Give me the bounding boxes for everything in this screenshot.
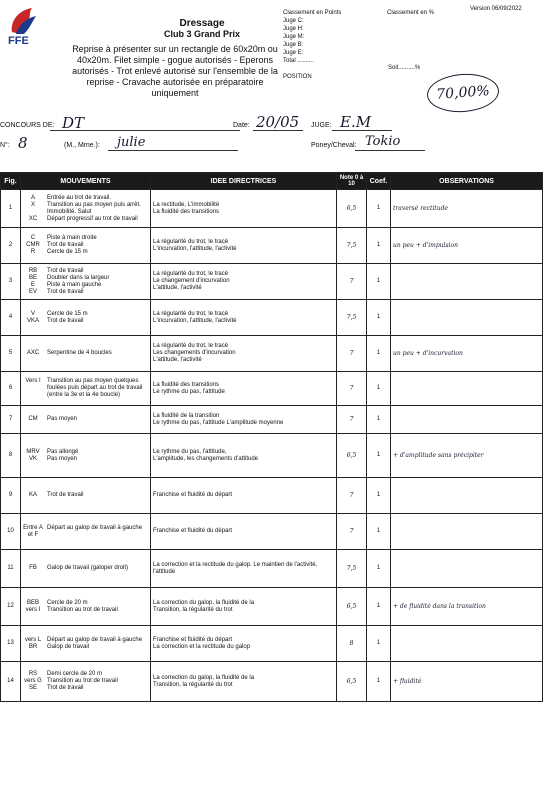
movement-letter: RS	[28, 671, 38, 677]
page-title: Dressage	[179, 18, 225, 29]
idea-directrice	[151, 434, 337, 478]
page-subtitle: Club 3 Grand Prix	[163, 29, 241, 39]
coefficient: 1	[367, 478, 391, 514]
note-input[interactable]: 7	[337, 336, 367, 372]
figure-number: 3	[1, 264, 21, 300]
header-idees: IDEE DIRECTRICES	[151, 173, 337, 190]
observation-field[interactable]: un peu + d'impulsion	[391, 228, 543, 264]
table-row	[1, 588, 543, 626]
movement-text: Cercle de 15 m	[47, 249, 88, 255]
total-label: Total ..........	[283, 58, 315, 64]
observation-field[interactable]	[391, 550, 543, 588]
idea-line: La régularité du trot, le tracé	[153, 271, 229, 277]
movement-text: Trot de travail	[47, 242, 84, 248]
table-row	[1, 478, 543, 514]
movement-text: Départ au galop de travail à gauche	[47, 524, 143, 531]
idea-line: Transition, la régularité du trot	[153, 606, 233, 613]
observation-field[interactable]: un peu + d'incurvation	[391, 336, 543, 372]
note-input[interactable]: 8	[337, 626, 367, 662]
movements-cell	[21, 300, 151, 336]
idea-line: La correction et la rectitude du galop. Le maintien de l'activité, l'attitude	[153, 561, 318, 575]
movement-line	[23, 378, 148, 399]
figure-number: 8	[1, 434, 21, 478]
idea-line: Le rythme du pas, l'attitude L'amplitude moyenne	[153, 419, 284, 426]
table-row	[1, 264, 543, 300]
movements-cell	[21, 626, 151, 662]
movement-text: Transition au trot de travail	[47, 606, 118, 613]
movement-letter: E	[30, 281, 35, 288]
idea-line: L'incurvation, l'attitude, l'activité	[153, 245, 237, 252]
movement-text: Pas moyen	[47, 455, 78, 462]
note-input[interactable]: 7	[337, 514, 367, 550]
movement-line	[23, 600, 148, 607]
movement-letter: Entre A et F	[23, 524, 43, 538]
movement-letter: SE	[28, 685, 37, 691]
movement-text: Départ progressif au trot de travail	[47, 215, 138, 222]
movements-cell	[21, 550, 151, 588]
movement-line	[23, 671, 148, 678]
coefficient: 1	[367, 372, 391, 406]
movement-line	[23, 282, 148, 289]
movement-line	[23, 416, 148, 423]
idea-line: La correction du galop, la fluidité de la	[153, 599, 255, 606]
movement-letter: BE	[28, 274, 37, 281]
figure-number: 11	[1, 550, 21, 588]
rider-value: julie	[117, 135, 146, 150]
scoring-table	[0, 172, 543, 702]
idea-directrice	[151, 336, 337, 372]
coefficient: 1	[367, 190, 391, 228]
movement-letter: vers G	[24, 678, 42, 684]
idea-line: La correction et la rectitude du galop	[153, 643, 251, 650]
observation-field[interactable]	[391, 264, 543, 300]
soit-label: Soit..........%	[388, 65, 421, 71]
movement-text: Piste à main gauche	[47, 281, 102, 288]
table-row	[1, 336, 543, 372]
movement-letter: AXC	[26, 350, 40, 356]
note-input[interactable]: 6,5	[337, 588, 367, 626]
horse-label: Poney/Cheval:	[311, 142, 357, 149]
movement-letter: vers L	[24, 636, 42, 643]
movement-text: Trot de travail	[47, 685, 84, 691]
idea-line: L'attitude, l'activité	[153, 357, 202, 363]
figure-number: 13	[1, 626, 21, 662]
observation-field[interactable]: + fluidité	[391, 662, 543, 702]
observation-field[interactable]	[391, 478, 543, 514]
movements-cell	[21, 372, 151, 406]
figure-number: 2	[1, 228, 21, 264]
version: Version 06/09/2022	[470, 6, 522, 12]
movement-letter: KA	[28, 492, 37, 498]
observation-field[interactable]	[391, 372, 543, 406]
idea-line: Transition, la régularité du trot	[153, 681, 233, 688]
concours-label: CONCOURS DE:	[0, 122, 55, 129]
header-mouvements: MOUVEMENTS	[21, 173, 151, 190]
idea-directrice	[151, 514, 337, 550]
table-row	[1, 228, 543, 264]
classement-pct: Classement en %	[387, 10, 435, 16]
movements-cell	[21, 662, 151, 702]
movement-text: Transition au pas moyen quelques foulées puis départ au trot de travail (entre la 3e et la 4e boucle)	[47, 378, 143, 398]
score-value: 70,00%	[435, 83, 491, 103]
judges-list	[283, 17, 314, 65]
note-input[interactable]: 7,5	[337, 228, 367, 264]
movement-text: Transition au pas moyen puis arrêt. Immobilité. Salut	[47, 201, 141, 215]
movement-line	[23, 565, 148, 572]
movement-line	[23, 275, 148, 282]
movement-text: Transition au trot de travail	[47, 678, 118, 684]
figure-number: 5	[1, 336, 21, 372]
idea-line: Franchise et fluidité du départ	[153, 636, 233, 643]
judge-c: Juge C:	[283, 18, 304, 24]
movement-letter: FB	[29, 565, 37, 571]
coefficient: 1	[367, 514, 391, 550]
idea-line: La fluidité des transitions	[153, 208, 220, 215]
table-row	[1, 300, 543, 336]
movement-letter: X	[30, 201, 35, 208]
movement-text: Galop de travail	[47, 643, 90, 650]
idea-line: Les changements d'incurvation	[153, 350, 236, 356]
movement-line	[23, 235, 148, 242]
movement-line	[23, 311, 148, 318]
note-input[interactable]: 7,5	[337, 300, 367, 336]
movement-letter: BR	[28, 643, 38, 650]
idea-line: La rectitude, L'immobilité	[153, 201, 220, 208]
note-input[interactable]: 7	[337, 264, 367, 300]
movement-letter: CMR	[26, 242, 40, 248]
movement-line	[23, 644, 148, 651]
idea-directrice	[151, 190, 337, 228]
movement-text: Galop de travail (galoper droit)	[47, 565, 129, 571]
movement-letter: EV	[28, 288, 37, 295]
movement-line	[23, 216, 148, 223]
idea-directrice	[151, 406, 337, 434]
movement-letter: R	[30, 249, 36, 255]
idea-line: La correction du galop, la fluidité de la	[153, 674, 255, 681]
idea-line: La fluidité de la transition	[153, 412, 220, 419]
date-value: 20/05	[256, 113, 300, 131]
idea-directrice	[151, 550, 337, 588]
observation-field[interactable]	[391, 626, 543, 662]
movement-line	[23, 289, 148, 296]
observation-field[interactable]: traversé rectitude	[391, 190, 543, 228]
movement-line	[23, 318, 148, 325]
idea-line: Franchise et fluidité du départ	[153, 492, 233, 498]
movement-line	[23, 202, 148, 216]
coefficient: 1	[367, 228, 391, 264]
coefficient: 1	[367, 588, 391, 626]
figure-number: 9	[1, 478, 21, 514]
movement-text: Départ au galop de travail à gauche	[47, 636, 143, 643]
figure-number: 6	[1, 372, 21, 406]
movements-cell	[21, 336, 151, 372]
reprise-description: Reprise à présenter sur un rectangle de 60x20m ou 40x20m. Filet simple - gogue autorisés - Eperons autorisés - Trot enlevé autorisé sur l'ensemble de la reprise - Cravache autorisée en préparatoire uniquement	[72, 44, 278, 98]
movement-text: Trot de travail	[47, 492, 84, 498]
observation-field[interactable]	[391, 514, 543, 550]
table-row	[1, 434, 543, 478]
movement-letter: RB	[28, 267, 38, 274]
figure-number: 7	[1, 406, 21, 434]
idea-directrice	[151, 264, 337, 300]
header-coef: Coef.	[367, 173, 391, 190]
concours-value: DT	[62, 114, 85, 132]
classement-points: Classement en Points	[283, 10, 342, 16]
movement-letter: CM	[28, 416, 38, 422]
movement-letter: C	[30, 235, 36, 241]
judge-e: Juge E:	[283, 50, 304, 56]
coefficient: 1	[367, 300, 391, 336]
num-label: N°:	[0, 142, 10, 149]
movement-text: Cercle de 15 m	[47, 310, 88, 317]
coefficient: 1	[367, 434, 391, 478]
movement-line	[23, 195, 148, 202]
movement-line	[23, 449, 148, 456]
table-row	[1, 626, 543, 662]
observation-field[interactable]	[391, 406, 543, 434]
judge-b: Juge B:	[283, 42, 304, 48]
movement-letter: MRV	[26, 448, 40, 455]
idea-line: La fluidité des transitions	[153, 381, 220, 388]
movement-line	[23, 678, 148, 685]
date-label: Date:	[233, 122, 250, 129]
observation-field[interactable]: + de fluidité dans la transition	[391, 588, 543, 626]
movement-line	[23, 249, 148, 256]
movement-text: Trot de travail	[47, 317, 84, 324]
movement-line	[23, 637, 148, 644]
idea-line: La régularité du trot, le tracé	[153, 343, 229, 349]
coefficient: 1	[367, 264, 391, 300]
figure-number: 14	[1, 662, 21, 702]
table-row	[1, 550, 543, 588]
note-input[interactable]: 7	[337, 406, 367, 434]
juge-label: JUGE:	[311, 122, 332, 129]
figure-number: 10	[1, 514, 21, 550]
coefficient: 1	[367, 336, 391, 372]
movement-line	[23, 350, 148, 357]
judge-m: Juge M:	[283, 34, 305, 40]
idea-directrice	[151, 662, 337, 702]
movements-cell	[21, 228, 151, 264]
note-input[interactable]: 7	[337, 372, 367, 406]
note-input[interactable]: 6,5	[337, 662, 367, 702]
movement-text: Demi cercle de 20 m	[47, 671, 103, 677]
note-input[interactable]: 7	[337, 478, 367, 514]
header-observations: OBSERVATIONS	[391, 173, 543, 190]
movement-text: Piste à main droite	[47, 235, 97, 241]
position-label: POSITION	[283, 74, 312, 80]
judge-h: Juge H:	[283, 26, 304, 32]
idea-line: Franchise et fluidité du départ	[153, 528, 233, 534]
juge-value: E.M	[340, 113, 372, 131]
figure-number: 12	[1, 588, 21, 626]
idea-line: Le changement d'incurvation	[153, 278, 230, 284]
header-note: Note 0 à 10	[337, 173, 367, 190]
movement-line	[23, 242, 148, 249]
movement-text: Trot de travail	[47, 288, 84, 295]
movements-cell	[21, 478, 151, 514]
movements-cell	[21, 514, 151, 550]
movement-text: Trot de travail	[47, 267, 84, 274]
movement-text: Serpentine de 4 boucles	[47, 350, 112, 356]
observation-field[interactable]	[391, 300, 543, 336]
movement-text: Pas moyen	[47, 416, 78, 422]
movements-cell	[21, 190, 151, 228]
note-input[interactable]: 6,5	[337, 434, 367, 478]
idea-line: La régularité du trot, le tracé	[153, 310, 229, 317]
idea-directrice	[151, 300, 337, 336]
movements-cell	[21, 588, 151, 626]
idea-line: L'attitude, l'activité	[153, 285, 202, 291]
movement-text: Pas allongé	[47, 448, 79, 455]
movement-letter: VKA	[26, 317, 39, 324]
idea-line: Le rythme du pas, l'attitude	[153, 388, 225, 395]
movement-line	[23, 492, 148, 499]
coefficient: 1	[367, 626, 391, 662]
horse-value: Tokio	[365, 134, 401, 149]
idea-directrice	[151, 626, 337, 662]
movement-text: Entrée au trot de travail.	[47, 194, 112, 201]
movement-text: Doubler dans la largeur	[47, 274, 110, 281]
rider-label: (M., Mme.):	[64, 142, 100, 149]
movement-letter: vers I	[25, 606, 41, 613]
note-input[interactable]: 7,5	[337, 550, 367, 588]
table-row	[1, 514, 543, 550]
movement-letter: V	[30, 310, 35, 317]
logo-text: FFE	[8, 35, 29, 47]
movement-letter: Vers I	[25, 378, 41, 384]
movement-letter: VK	[28, 455, 37, 462]
movements-cell	[21, 264, 151, 300]
movement-line	[23, 268, 148, 275]
coefficient: 1	[367, 406, 391, 434]
idea-directrice	[151, 588, 337, 626]
table-row	[1, 190, 543, 228]
header-fig: Fig.	[1, 173, 21, 190]
note-input[interactable]: 6,5	[337, 190, 367, 228]
figure-number: 1	[1, 190, 21, 228]
idea-directrice	[151, 478, 337, 514]
observation-field[interactable]: + d'amplitude sans précipiter	[391, 434, 543, 478]
coefficient: 1	[367, 550, 391, 588]
movement-text: Cercle de 20 m	[47, 599, 88, 606]
score-circle	[426, 72, 500, 115]
table-row	[1, 662, 543, 702]
idea-line: L'amplitude, les changements d'attitude	[153, 455, 259, 462]
idea-directrice	[151, 228, 337, 264]
movement-line	[23, 456, 148, 463]
coefficient: 1	[367, 662, 391, 702]
table-row	[1, 372, 543, 406]
idea-line: L'incurvation, l'attitude, l'activité	[153, 317, 237, 324]
movement-line	[23, 607, 148, 614]
movements-cell	[21, 434, 151, 478]
movement-letter: A	[30, 194, 35, 201]
movement-letter: XC	[28, 215, 38, 222]
idea-line: Le rythme du pas, l'attitude,	[153, 448, 227, 455]
table-header	[1, 173, 543, 190]
figure-number: 4	[1, 300, 21, 336]
movement-letter: BEB	[26, 599, 39, 606]
movement-line	[23, 525, 148, 539]
movement-line	[23, 685, 148, 692]
idea-line: La régularité du trot, le tracé	[153, 238, 229, 245]
num-value: 8	[18, 134, 28, 152]
table-row	[1, 406, 543, 434]
idea-directrice	[151, 372, 337, 406]
movements-cell	[21, 406, 151, 434]
